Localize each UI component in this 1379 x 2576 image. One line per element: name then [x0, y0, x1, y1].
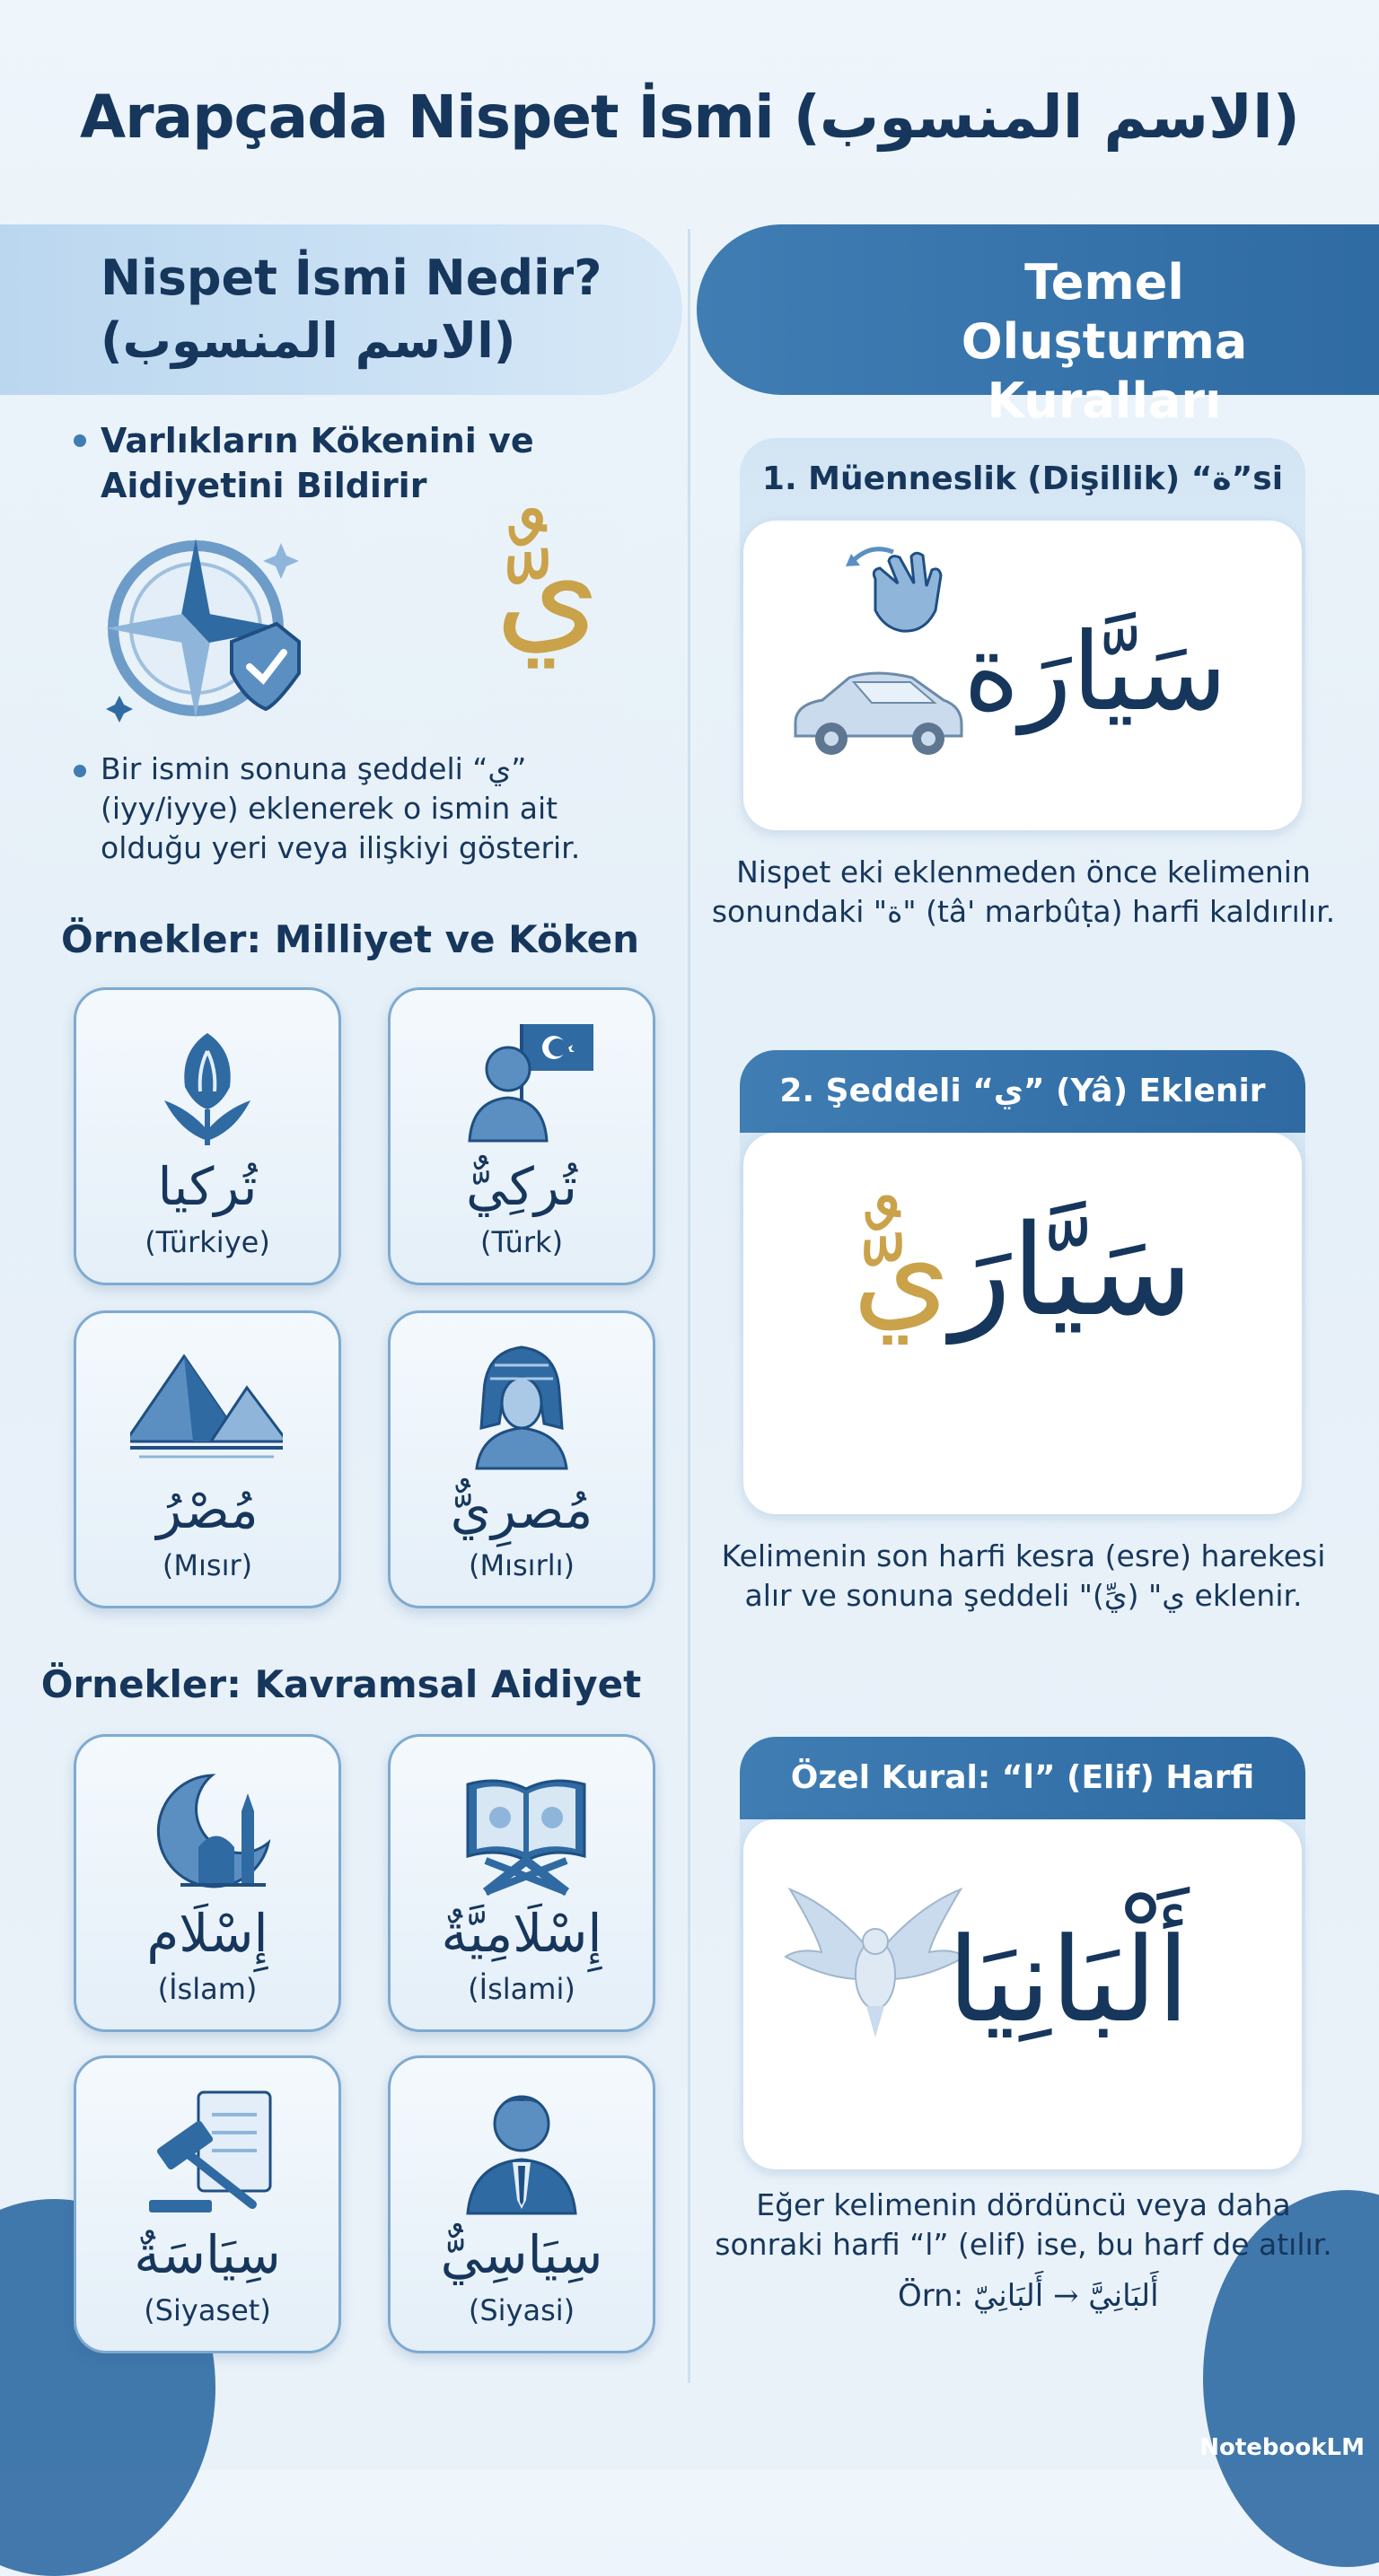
left-header-subtitle: (الاسم المنسوب) — [101, 312, 516, 369]
rule2-description: Kelimenin son harfi kesra (esre) harekesi alır ve sonuna şeddeli "ي" (يِّ) eklenir. — [721, 1538, 1326, 1613]
politician-icon — [459, 2083, 584, 2218]
pyramids-icon — [130, 1338, 283, 1473]
card-translation: (İslami) — [468, 1972, 575, 2006]
column-divider — [688, 229, 690, 2383]
rule2-word-suffix: يٌّ — [852, 1198, 951, 1345]
card-arabic: إِسْلَام — [146, 1903, 268, 1964]
rule3-example-label: Örn: — [898, 2278, 964, 2314]
example-card — [388, 2055, 655, 2353]
card-translation: (İslam) — [157, 1972, 258, 2006]
person-flag-icon — [459, 1015, 602, 1150]
compass-shield-icon — [97, 525, 312, 732]
example-card — [74, 2055, 341, 2353]
card-translation: (Mısırlı) — [469, 1548, 575, 1582]
rule1-word: سَيَّارَة — [962, 610, 1228, 735]
rule2-word-stem: سَيَّارَ — [950, 1198, 1193, 1345]
example-card — [388, 1310, 655, 1608]
rule1-description: Nispet eki eklenmeden önce kelimenin sonundaki "ة" (tâ' marbûṭa) harfi kaldırılır. — [711, 854, 1336, 929]
rule3-example — [898, 2278, 1159, 2314]
card-arabic: سِيَاسِيٌّ — [440, 2224, 603, 2285]
card-arabic: مُصْرُ — [156, 1479, 259, 1540]
tulip-icon — [145, 1015, 270, 1150]
left-header-title: Nispet İsmi Nedir? — [101, 250, 602, 306]
card-arabic: تُركِيٌّ — [465, 1156, 578, 1217]
crescent-mosque-icon — [145, 1762, 279, 1897]
bullet-origin: Varlıkların Kökenini ve Aidiyetini Bildirir — [101, 421, 534, 505]
card-arabic: مُصرِيٌّ — [450, 1479, 593, 1540]
pharaoh-icon — [459, 1338, 584, 1473]
right-header-title: Temel Oluşturma Kuralları — [961, 254, 1248, 429]
rule2-word — [743, 1198, 1302, 1345]
brand-notebooklm: NotebookLM — [1199, 2434, 1365, 2461]
bullet-dot — [74, 765, 86, 777]
page-title: Arapçada Nispet İsmi (الاسم المنسوب) — [80, 83, 1299, 152]
card-translation: (Siyaset) — [144, 2293, 271, 2327]
rule1-title: 1. Müenneslik (Dişillik) “ة”si — [761, 460, 1284, 497]
example-card — [388, 987, 655, 1285]
bullet-dot — [74, 434, 86, 447]
card-translation: (Siyasi) — [468, 2293, 575, 2327]
card-arabic: إِسْلَامِيَّةٌ — [441, 1903, 602, 1964]
rule3-description: Eğer kelimenin dördüncü veya daha sonraki harfi “ا” (elif) ise, bu harf de atılır. — [715, 2187, 1332, 2262]
example-card — [74, 987, 341, 1285]
bullet-definition: Bir ismin sonuna şeddeli “ي” (iyy/iyye) eklenerek o ismin ait olduğu yeri veya ilişkiyi gösterir. — [101, 751, 581, 865]
suffix-glyph: يٌّ — [495, 512, 601, 668]
example-card — [388, 1734, 655, 2032]
example-card — [74, 1734, 341, 2032]
section-conceptual-title: Örnekler: Kavramsal Aidiyet — [40, 1662, 642, 1706]
rule3-title: Özel Kural: “ا” (Elif) Harfi — [740, 1737, 1305, 1819]
card-arabic: تُركيا — [157, 1156, 258, 1217]
example-card — [74, 1310, 341, 1608]
card-translation: (Türkiye) — [145, 1225, 270, 1259]
rule2-title: 2. Şeddeli “ي” (Yâ) Eklenir — [740, 1050, 1305, 1133]
gavel-icon — [145, 2083, 279, 2218]
card-translation: (Türk) — [479, 1225, 564, 1259]
rule3-word: أَلْبَانِيَا — [947, 1912, 1190, 2048]
card-arabic: سِيَاسَةٌ — [134, 2224, 281, 2285]
rule3-example-text: أَلبَانِيَّ → أَلبَانِيّ — [972, 2278, 1159, 2314]
card-translation: (Mısır) — [162, 1548, 253, 1582]
section-nationality-title: Örnekler: Milliyet ve Köken — [60, 917, 640, 961]
quran-book-icon — [459, 1762, 593, 1897]
